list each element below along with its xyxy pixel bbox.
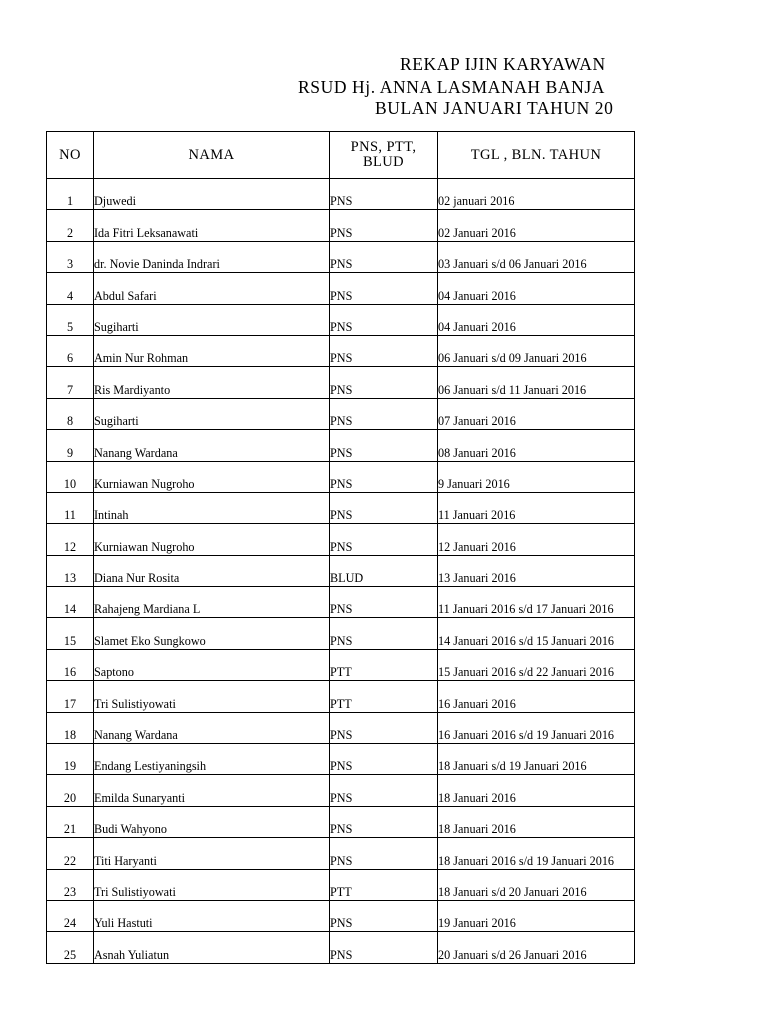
cell-nama: Diana Nur Rosita bbox=[94, 555, 330, 586]
cell-status: PNS bbox=[330, 932, 438, 963]
cell-no: 23 bbox=[47, 869, 94, 900]
cell-tanggal: 06 Januari s/d 11 Januari 2016 bbox=[438, 367, 635, 398]
table-row bbox=[47, 869, 635, 900]
column-header-no: NO bbox=[47, 132, 94, 179]
cell-status: PNS bbox=[330, 304, 438, 335]
cell-status: PNS bbox=[330, 838, 438, 869]
table-row bbox=[47, 555, 635, 586]
cell-tanggal: 02 Januari 2016 bbox=[438, 210, 635, 241]
table-row bbox=[47, 398, 635, 429]
column-header-tanggal: TGL , BLN. TAHUN bbox=[438, 132, 635, 179]
cell-status: PNS bbox=[330, 618, 438, 649]
cell-status: PNS bbox=[330, 806, 438, 837]
cell-no: 1 bbox=[47, 179, 94, 210]
cell-status: PNS bbox=[330, 430, 438, 461]
table-row bbox=[47, 492, 635, 523]
table-row bbox=[47, 335, 635, 366]
table-row bbox=[47, 524, 635, 555]
cell-nama: Ris Mardiyanto bbox=[94, 367, 330, 398]
cell-tanggal: 06 Januari s/d 09 Januari 2016 bbox=[438, 335, 635, 366]
hospital-name: RSUD Hj. ANNA LASMANAH BANJA bbox=[298, 77, 606, 97]
cell-no: 17 bbox=[47, 681, 94, 712]
cell-tanggal: 18 Januari s/d 20 Januari 2016 bbox=[438, 869, 635, 900]
cell-tanggal: 16 Januari 2016 bbox=[438, 681, 635, 712]
cell-status: PTT bbox=[330, 869, 438, 900]
cell-status: PNS bbox=[330, 587, 438, 618]
cell-tanggal: 9 Januari 2016 bbox=[438, 461, 635, 492]
cell-nama: Sugiharti bbox=[94, 304, 330, 335]
table-row bbox=[47, 806, 635, 837]
cell-no: 13 bbox=[47, 555, 94, 586]
cell-no: 24 bbox=[47, 900, 94, 931]
cell-status: PNS bbox=[330, 524, 438, 555]
cell-status: PNS bbox=[330, 241, 438, 272]
cell-nama: Intinah bbox=[94, 492, 330, 523]
cell-tanggal: 16 Januari 2016 s/d 19 Januari 2016 bbox=[438, 712, 635, 743]
cell-status: PTT bbox=[330, 681, 438, 712]
cell-status: PNS bbox=[330, 775, 438, 806]
table-row bbox=[47, 681, 635, 712]
cell-no: 11 bbox=[47, 492, 94, 523]
cell-nama: Tri Sulistiyowati bbox=[94, 869, 330, 900]
cell-status: PNS bbox=[330, 398, 438, 429]
cell-tanggal: 19 Januari 2016 bbox=[438, 900, 635, 931]
table-row bbox=[47, 210, 635, 241]
cell-status: BLUD bbox=[330, 555, 438, 586]
cell-tanggal: 07 Januari 2016 bbox=[438, 398, 635, 429]
cell-nama: Budi Wahyono bbox=[94, 806, 330, 837]
cell-status: PNS bbox=[330, 712, 438, 743]
cell-tanggal: 12 Januari 2016 bbox=[438, 524, 635, 555]
cell-nama: Saptono bbox=[94, 649, 330, 680]
table-row bbox=[47, 461, 635, 492]
column-header-status bbox=[330, 132, 438, 179]
cell-nama: Amin Nur Rohman bbox=[94, 335, 330, 366]
table-row bbox=[47, 744, 635, 775]
table-row bbox=[47, 712, 635, 743]
column-header-nama: NAMA bbox=[94, 132, 330, 179]
table-row bbox=[47, 179, 635, 210]
cell-no: 9 bbox=[47, 430, 94, 461]
cell-nama: Kurniawan Nugroho bbox=[94, 524, 330, 555]
cell-no: 7 bbox=[47, 367, 94, 398]
cell-nama: Sugiharti bbox=[94, 398, 330, 429]
cell-tanggal: 11 Januari 2016 bbox=[438, 492, 635, 523]
cell-status: PNS bbox=[330, 273, 438, 304]
cell-tanggal: 03 Januari s/d 06 Januari 2016 bbox=[438, 241, 635, 272]
cell-nama: Asnah Yuliatun bbox=[94, 932, 330, 963]
cell-no: 19 bbox=[47, 744, 94, 775]
table-row bbox=[47, 367, 635, 398]
table-row bbox=[47, 932, 635, 963]
cell-tanggal: 18 Januari s/d 19 Januari 2016 bbox=[438, 744, 635, 775]
report-period: BULAN JANUARI TAHUN 20 bbox=[375, 98, 614, 118]
cell-nama: Tri Sulistiyowati bbox=[94, 681, 330, 712]
cell-status: PNS bbox=[330, 179, 438, 210]
cell-tanggal: 15 Januari 2016 s/d 22 Januari 2016 bbox=[438, 649, 635, 680]
cell-no: 21 bbox=[47, 806, 94, 837]
cell-no: 15 bbox=[47, 618, 94, 649]
cell-no: 25 bbox=[47, 932, 94, 963]
cell-status: PNS bbox=[330, 335, 438, 366]
table-row bbox=[47, 900, 635, 931]
cell-nama: dr. Novie Daninda Indrari bbox=[94, 241, 330, 272]
cell-status: PNS bbox=[330, 461, 438, 492]
cell-nama: Emilda Sunaryanti bbox=[94, 775, 330, 806]
cell-tanggal: 18 Januari 2016 bbox=[438, 806, 635, 837]
cell-nama: Nanang Wardana bbox=[94, 430, 330, 461]
cell-nama: Nanang Wardana bbox=[94, 712, 330, 743]
column-header-status-text: PNS, PTT, BLUD bbox=[350, 139, 417, 170]
cell-status: PNS bbox=[330, 367, 438, 398]
cell-no: 12 bbox=[47, 524, 94, 555]
table-row bbox=[47, 430, 635, 461]
cell-tanggal: 04 Januari 2016 bbox=[438, 273, 635, 304]
cell-tanggal: 11 Januari 2016 s/d 17 Januari 2016 bbox=[438, 587, 635, 618]
cell-no: 16 bbox=[47, 649, 94, 680]
table-row bbox=[47, 649, 635, 680]
cell-no: 6 bbox=[47, 335, 94, 366]
cell-nama: Ida Fitri Leksanawati bbox=[94, 210, 330, 241]
cell-no: 14 bbox=[47, 587, 94, 618]
cell-nama: Kurniawan Nugroho bbox=[94, 461, 330, 492]
cell-nama: Abdul Safari bbox=[94, 273, 330, 304]
cell-tanggal: 13 Januari 2016 bbox=[438, 555, 635, 586]
cell-nama: Endang Lestiyaningsih bbox=[94, 744, 330, 775]
cell-nama: Yuli Hastuti bbox=[94, 900, 330, 931]
cell-no: 8 bbox=[47, 398, 94, 429]
table-row bbox=[47, 241, 635, 272]
table-row bbox=[47, 304, 635, 335]
table-row bbox=[47, 838, 635, 869]
cell-status: PTT bbox=[330, 649, 438, 680]
cell-tanggal: 18 Januari 2016 bbox=[438, 775, 635, 806]
cell-nama: Slamet Eko Sungkowo bbox=[94, 618, 330, 649]
table-row bbox=[47, 587, 635, 618]
cell-tanggal: 18 Januari 2016 s/d 19 Januari 2016 bbox=[438, 838, 635, 869]
document-header bbox=[0, 50, 768, 122]
report-title: REKAP IJIN KARYAWAN bbox=[400, 54, 606, 74]
cell-no: 10 bbox=[47, 461, 94, 492]
cell-status: PNS bbox=[330, 744, 438, 775]
cell-no: 18 bbox=[47, 712, 94, 743]
cell-no: 3 bbox=[47, 241, 94, 272]
table-row bbox=[47, 618, 635, 649]
cell-no: 20 bbox=[47, 775, 94, 806]
cell-status: PNS bbox=[330, 210, 438, 241]
cell-no: 5 bbox=[47, 304, 94, 335]
cell-nama: Djuwedi bbox=[94, 179, 330, 210]
table-header-row bbox=[47, 132, 635, 179]
cell-no: 4 bbox=[47, 273, 94, 304]
cell-status: PNS bbox=[330, 900, 438, 931]
cell-tanggal: 02 januari 2016 bbox=[438, 179, 635, 210]
cell-no: 22 bbox=[47, 838, 94, 869]
table-row bbox=[47, 775, 635, 806]
cell-tanggal: 04 Januari 2016 bbox=[438, 304, 635, 335]
table-row bbox=[47, 273, 635, 304]
cell-status: PNS bbox=[330, 492, 438, 523]
cell-tanggal: 08 Januari 2016 bbox=[438, 430, 635, 461]
cell-nama: Rahajeng Mardiana L bbox=[94, 587, 330, 618]
cell-no: 2 bbox=[47, 210, 94, 241]
cell-tanggal: 14 Januari 2016 s/d 15 Januari 2016 bbox=[438, 618, 635, 649]
leave-recap-table bbox=[46, 131, 635, 964]
cell-nama: Titi Haryanti bbox=[94, 838, 330, 869]
cell-tanggal: 20 Januari s/d 26 Januari 2016 bbox=[438, 932, 635, 963]
